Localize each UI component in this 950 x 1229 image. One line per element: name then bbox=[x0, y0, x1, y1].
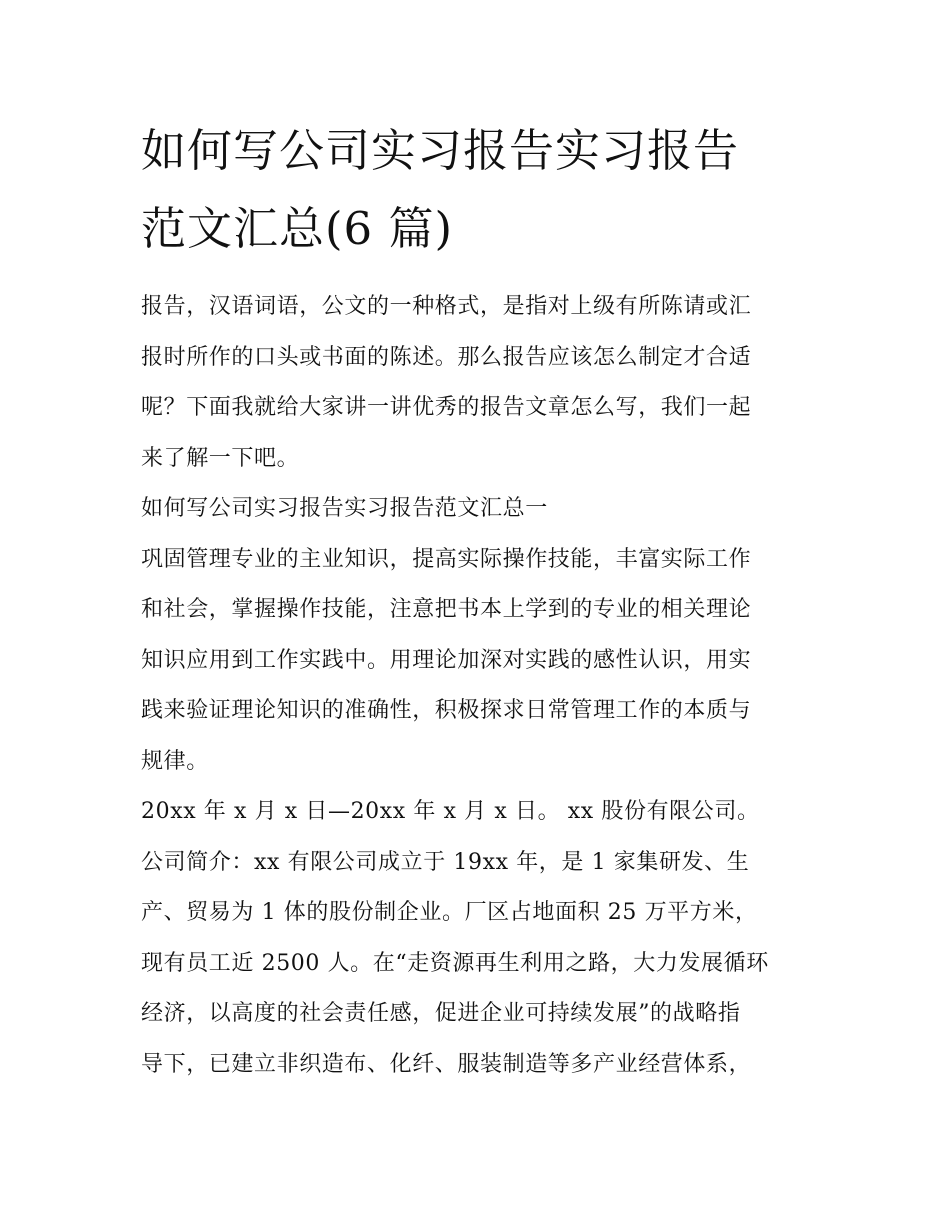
document-body bbox=[141, 282, 813, 1090]
text-line: 产、贸易为 1 体的股份制企业。厂区占地面积 25 万平方米， bbox=[141, 900, 758, 925]
text-line: 现有员工近 2500 人。在“走资源再生利用之路，大力发展循环 bbox=[141, 950, 769, 976]
text-line: 公司简介：xx 有限公司成立于 19xx 年，是 1 家集研发、生 bbox=[141, 849, 750, 875]
text-line: 呢？下面我就给大家讲一讲优秀的报告文章怎么写，我们一起 bbox=[141, 395, 752, 420]
text-line: 巩固管理专业的主业知识，提高实际操作技能，丰富实际工作 bbox=[141, 546, 752, 572]
text-line: 报告，汉语词语，公文的一种格式，是指对上级有所陈请或汇 bbox=[141, 294, 752, 319]
document-title bbox=[141, 112, 813, 268]
text-line: 导下，已建立非织造布、化纤、服装制造等多产业经营体系， bbox=[141, 1051, 752, 1077]
text-line: 20xx 年 x 月 x 日—20xx 年 x 月 x 日。 xx 股份有限公司。 bbox=[141, 799, 760, 824]
text-line: 规律。 bbox=[141, 748, 209, 774]
text-line: 知识应用到工作实践中。用理论加深对实践的感性认识，用实 bbox=[141, 647, 752, 673]
title-line: 范文汇总(6 篇) bbox=[141, 202, 454, 255]
text-line: 践来验证理论知识的准确性，积极探求日常管理工作的本质与 bbox=[141, 698, 752, 723]
text-line: 报时所作的口头或书面的陈述。那么报告应该怎么制定才合适 bbox=[141, 344, 752, 370]
document-page bbox=[141, 112, 813, 1090]
text-line: 和社会，掌握操作技能，注意把书本上学到的专业的相关理论 bbox=[141, 597, 752, 622]
title-line: 如何写公司实习报告实习报告 bbox=[141, 124, 740, 177]
section-heading: 如何写公司实习报告实习报告范文汇总一 bbox=[141, 496, 548, 521]
text-line: 来了解一下吧。 bbox=[141, 445, 300, 471]
text-line: 经济，以高度的社会责任感，促进企业可持续发展”的战略指 bbox=[141, 1001, 741, 1026]
